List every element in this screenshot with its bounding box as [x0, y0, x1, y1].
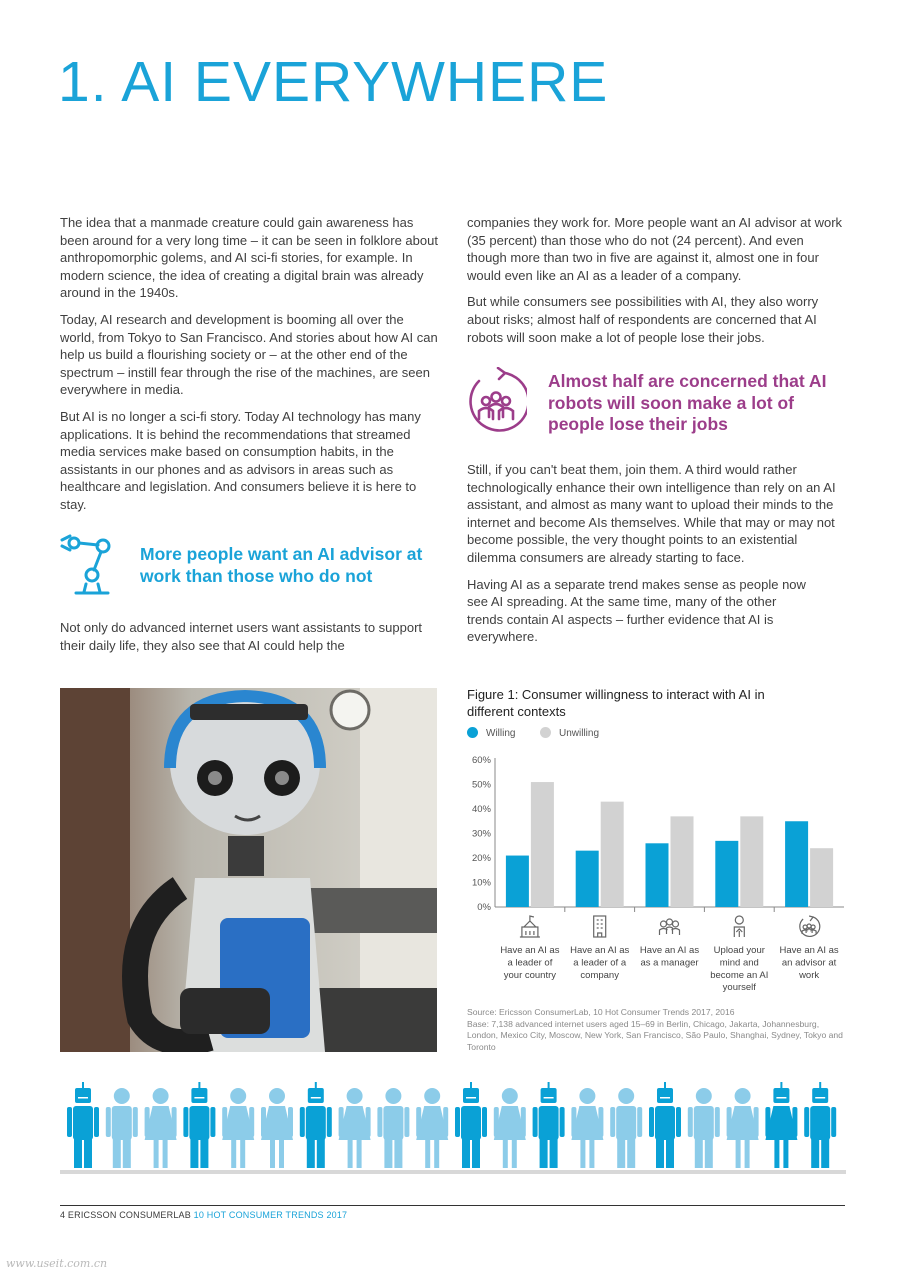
- bar-unwilling: [671, 816, 694, 907]
- jobs-concern-icon: [465, 367, 527, 439]
- robot-figure-icon: [765, 1082, 797, 1168]
- x-category-label: Have an AI as a leader of a company: [570, 945, 630, 981]
- x-category-label: Have an AI as as a manager: [639, 945, 700, 969]
- robot-figure-icon: [804, 1082, 836, 1168]
- human-figure-icon: [610, 1088, 642, 1168]
- legend-willing: [467, 727, 515, 739]
- human-figure-icon: [688, 1088, 720, 1168]
- page-number: 4: [60, 1210, 66, 1220]
- bar-willing: [785, 821, 808, 907]
- people-baseline: [60, 1170, 846, 1174]
- robot-figure-icon: [300, 1082, 332, 1168]
- right-column: [467, 214, 845, 355]
- legend-label-unwilling: Unwilling: [559, 728, 600, 739]
- y-tick-label: 0%: [477, 902, 491, 913]
- human-figure-icon: [571, 1088, 603, 1168]
- paragraph: Having AI as a separate trend makes sense as people now see AI spreading. At the same time, many of the other trends contain AI aspects – further evidence that AI is everywhere.: [467, 576, 806, 645]
- bar-willing: [646, 843, 669, 907]
- paragraph: But AI is no longer a sci-fi story. Today AI technology has many applications. It is behind the recommendations that streamed media services make based on consumption habits, in the assistants in our phones and as advisors in areas such as healthcare and legislation. And consumers believe it is here to stay.: [60, 408, 421, 512]
- human-figure-icon: [145, 1088, 177, 1168]
- bar-unwilling: [601, 802, 624, 907]
- x-category-label: Have an AI as a leader of your country: [500, 945, 560, 981]
- base-line: Base: 7,138 advanced internet users aged 15–69 in Berlin, Chicago, Jakarta, Johannesburg, London, Mexico City, Moscow, New York, San Francisco, São Paulo, Shanghai, Sydney, Tokyo and Toronto: [467, 1018, 843, 1052]
- paragraph: But while consumers see possibilities with AI, they also worry about risks; almost half of respondents are concerned that AI robots will soon make a lot of people lose their jobs.: [467, 294, 819, 345]
- robot-figure-icon: [183, 1082, 215, 1168]
- bar-unwilling: [740, 816, 763, 907]
- paragraph: Still, if you can't beat them, join them. A third would rather technologically enhance their own intelligence than rely on an AI assistant, and almost as many want to upload their minds to the internet and become AIs themselves. While that may or may not become possible, the very thought points to an existential dilemma consumers are already starting to face.: [467, 462, 836, 565]
- figure-source: [467, 1007, 847, 1053]
- human-figure-icon: [339, 1088, 371, 1168]
- source-line: Source: Ericsson ConsumerLab, 10 Hot Consumer Trends 2017, 2016: [467, 1007, 735, 1017]
- human-figure-icon: [377, 1088, 409, 1168]
- y-tick-label: 40%: [471, 804, 491, 815]
- page-title: 1. AI EVERYWHERE: [58, 50, 609, 114]
- robot-figure-icon: [67, 1082, 99, 1168]
- robot-figure-icon: [649, 1082, 681, 1168]
- y-tick-label: 30%: [471, 828, 491, 840]
- y-tick-label: 50%: [471, 779, 491, 791]
- bar-chart: [460, 750, 850, 1005]
- government-building-icon: [520, 916, 540, 937]
- x-category-label: Upload your mind and become an AI yourself: [710, 945, 769, 994]
- figure-title: Figure 1: Consumer willingness to interact with AI in different contexts: [467, 687, 765, 719]
- paragraph: The idea that a manmade creature could gain awareness has been around for a very long time – it can be seen in folklore about anthropomorphic golems, and AI sci-fi stories, for example. In modern science, the idea of creating a digital brain was already around in the 1940s.: [60, 215, 438, 301]
- bar-willing: [715, 841, 738, 907]
- office-building-icon: [594, 916, 606, 937]
- y-tick-label: 20%: [471, 853, 491, 864]
- human-figure-icon: [106, 1088, 138, 1168]
- left-column: [60, 214, 438, 523]
- right-callout: Almost half are concerned that AI robots will soon make a lot of people lose their jobs: [548, 371, 827, 434]
- human-figure-icon: [494, 1088, 526, 1168]
- advisor-group-icon: [800, 916, 820, 936]
- y-tick-label: 10%: [471, 877, 491, 889]
- human-figure-icon: [416, 1088, 448, 1168]
- bar-unwilling: [810, 848, 833, 907]
- legend-swatch-unwilling: [540, 727, 551, 738]
- right-column-continued: [467, 461, 845, 655]
- legend-label-willing: Willing: [486, 728, 516, 739]
- robot-figure-icon: [533, 1082, 565, 1168]
- paragraph: Today, AI research and development is booming all over the world, from Tokyo to San Francisco. And stories about how AI can help us build a flourishing society or – at the other end of the spectrum – instill fear through the rise of the machines, are seen everywhere in media.: [60, 311, 438, 398]
- human-figure-icon: [222, 1088, 254, 1168]
- left-column-continued: Not only do advanced internet users want assistants to support their daily life, they also see that AI could help the: [60, 620, 423, 653]
- legend-swatch-willing: [467, 727, 478, 738]
- bar-willing: [506, 856, 529, 907]
- y-tick-label: 60%: [471, 755, 491, 766]
- robot-photo: [60, 688, 437, 1052]
- footer-publication: 10 HOT CONSUMER TRENDS 2017: [193, 1210, 348, 1220]
- robot-arm-icon: [58, 532, 120, 598]
- x-category-label: Have an AI as an advisor at work: [779, 945, 839, 981]
- paragraph: companies they work for. More people want an AI advisor at work (35 percent) than those who do not (24 percent). And even though more than two in five are against it, almost one in four would even like an AI as a leader of a company.: [467, 215, 843, 283]
- human-figure-icon: [261, 1088, 293, 1168]
- left-callout: More people want an AI advisor at work than those who do not: [140, 544, 423, 586]
- legend-unwilling: [540, 727, 599, 739]
- team-icon: [660, 919, 680, 935]
- watermark: www.useit.com.cn: [6, 1257, 108, 1270]
- bar-unwilling: [531, 782, 554, 907]
- footer: [60, 1210, 347, 1220]
- robot-figure-icon: [455, 1082, 487, 1168]
- bar-willing: [576, 851, 599, 907]
- human-figure-icon: [727, 1088, 759, 1168]
- footer-rule: [60, 1205, 845, 1206]
- people-row: [60, 1078, 850, 1178]
- footer-org: ERICSSON CONSUMERLAB: [67, 1210, 191, 1220]
- person-upload-icon: [734, 916, 744, 937]
